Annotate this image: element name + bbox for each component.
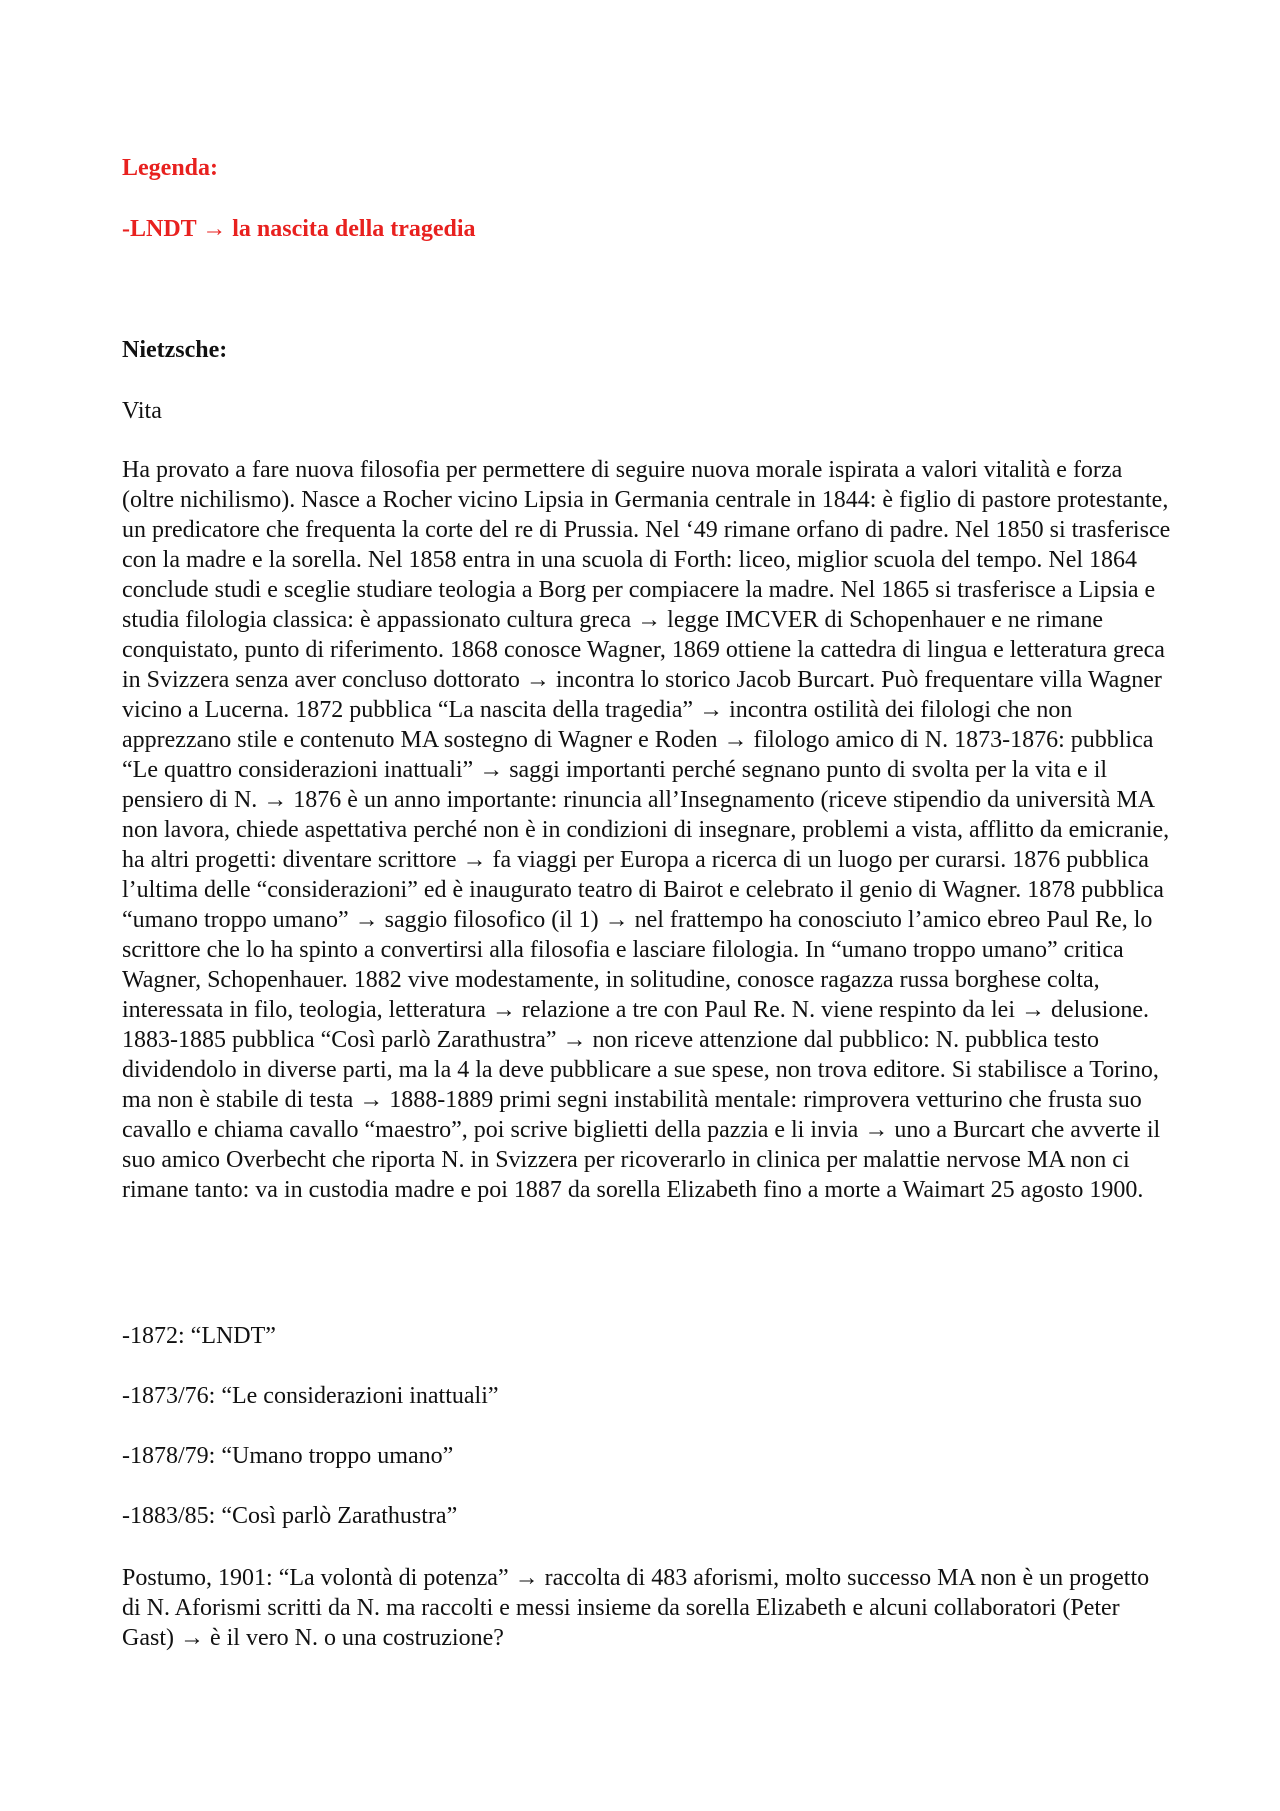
body-paragraph: Ha provato a fare nuova filosofia per permettere di seguire nuova morale ispirata a valori vitalità e forza (oltre nichilismo). Nasce a Rocher vicino Lipsia in Germania centrale in 1844: è figlio di pastore protestante, un predicatore che frequenta la corte del re di Prussia. Nel ‘49 rimane orfano di padre. Nel 1850 si trasferisce con la madre e la sorella. Nel 1858 entra in una scuola di Forth: liceo, miglior scuola del tempo. Nel 1864 conclude studi e sceglie studiare teologia a Borg per compiacere la madre. Nel 1865 si trasferisce a Lipsia e studia filologia classica: è appassionato cultura greca → legge IMCVER di Schopenhauer e ne rimane conquistato, punto di riferimento. 1868 conosce Wagner, 1869 ottiene la cattedra di lingua e letteratura greca in Svizzera senza aver concluso dottorato → incontra lo storico Jacob Burcart. Può frequentare villa Wagner vicino a Lucerna. 1872 pubblica “La nascita della tragedia” → incontra ostilità dei filologi che non apprezzano stile e contenuto MA sostegno di Wagner e Roden → filologo amico di N. 1873-1876: pubblica “Le quattro considerazioni inattuali” → saggi importanti perché segnano punto di svolta per la vita e il pensiero di N. → 1876 è un anno importante: rinuncia all’Insegnamento (riceve stipendio da università MA non lavora, chiede aspettativa perché non è in condizioni di insegnare, problemi a vista, afflitto da emicranie, ha altri progetti: diventare scrittore → fa viaggi per Europa a ricerca di un luogo per curarsi. 1876 pubblica l’ultima delle “considerazioni” ed è inaugurato teatro di Bairot e celebrato il genio di Wagner. 1878 pubblica “umano troppo umano” → saggio filosofico (il 1) → nel frattempo ha conosciuto l’amico ebreo Paul Re, lo scrittore che lo ha spinto a convertirsi alla filosofia e lasciare filologia. In “umano troppo umano” critica Wagner, Schopenhauer. 1882 vive modestamente, in solitudine, conosce ragazza russa borghese colta, interessata in filo, teologia, letteratura → relazione a tre con Paul Re. N. viene respinto da lei → delusione. 1883-1885 pubblica “Così parlò Zarathustra” → non riceve attenzione dal pubblico: N. pubblica testo dividendolo in diverse parti, ma la 4 la deve pubblicare a sue spese, non trova editore. Si stabilisce a Torino, ma non è stabile di testa → 1888-1889 primi segni instabilità mentale: rimprovera vetturino che frusta suo cavallo e chiama cavallo “maestro”, poi scrive biglietti della pazzia e li invia → uno a Burcart che avverte il suo amico Overbecht che riporta N. in Svizzera per ricoverarlo in clinica per malattie nervose MA non ci rimane tanto: va in custodia madre e poi 1887 da sorella Elizabeth fino a morte a Waimart 25 agosto 1900. [122,457,1171,1203]
works-list-item: -1883/85: “Così parlò Zarathustra” [122,1503,458,1529]
works-list-item: -1873/76: “Le considerazioni inattuali” [122,1383,499,1409]
subheading: Vita [122,398,162,424]
works-list-item: -1878/79: “Umano troppo umano” [122,1443,454,1469]
legend-title: Legenda: [122,155,218,181]
works-list [122,1321,499,1561]
posthumous-paragraph: Postumo, 1901: “La volontà di potenza” → raccolta di 483 aforismi, molto successo MA non è un progetto di N. Aforismi scritti da N. ma raccolti e messi insieme da sorella Elizabeth e alcuni collaboratori (Peter Gast) → è il vero N. o una costruzione? [122,1565,1150,1651]
section-title: Nietzsche: [122,337,228,363]
works-list-item: -1872: “LNDT” [122,1323,276,1349]
legend-item: -LNDT → la nascita della tragedia [122,216,476,242]
